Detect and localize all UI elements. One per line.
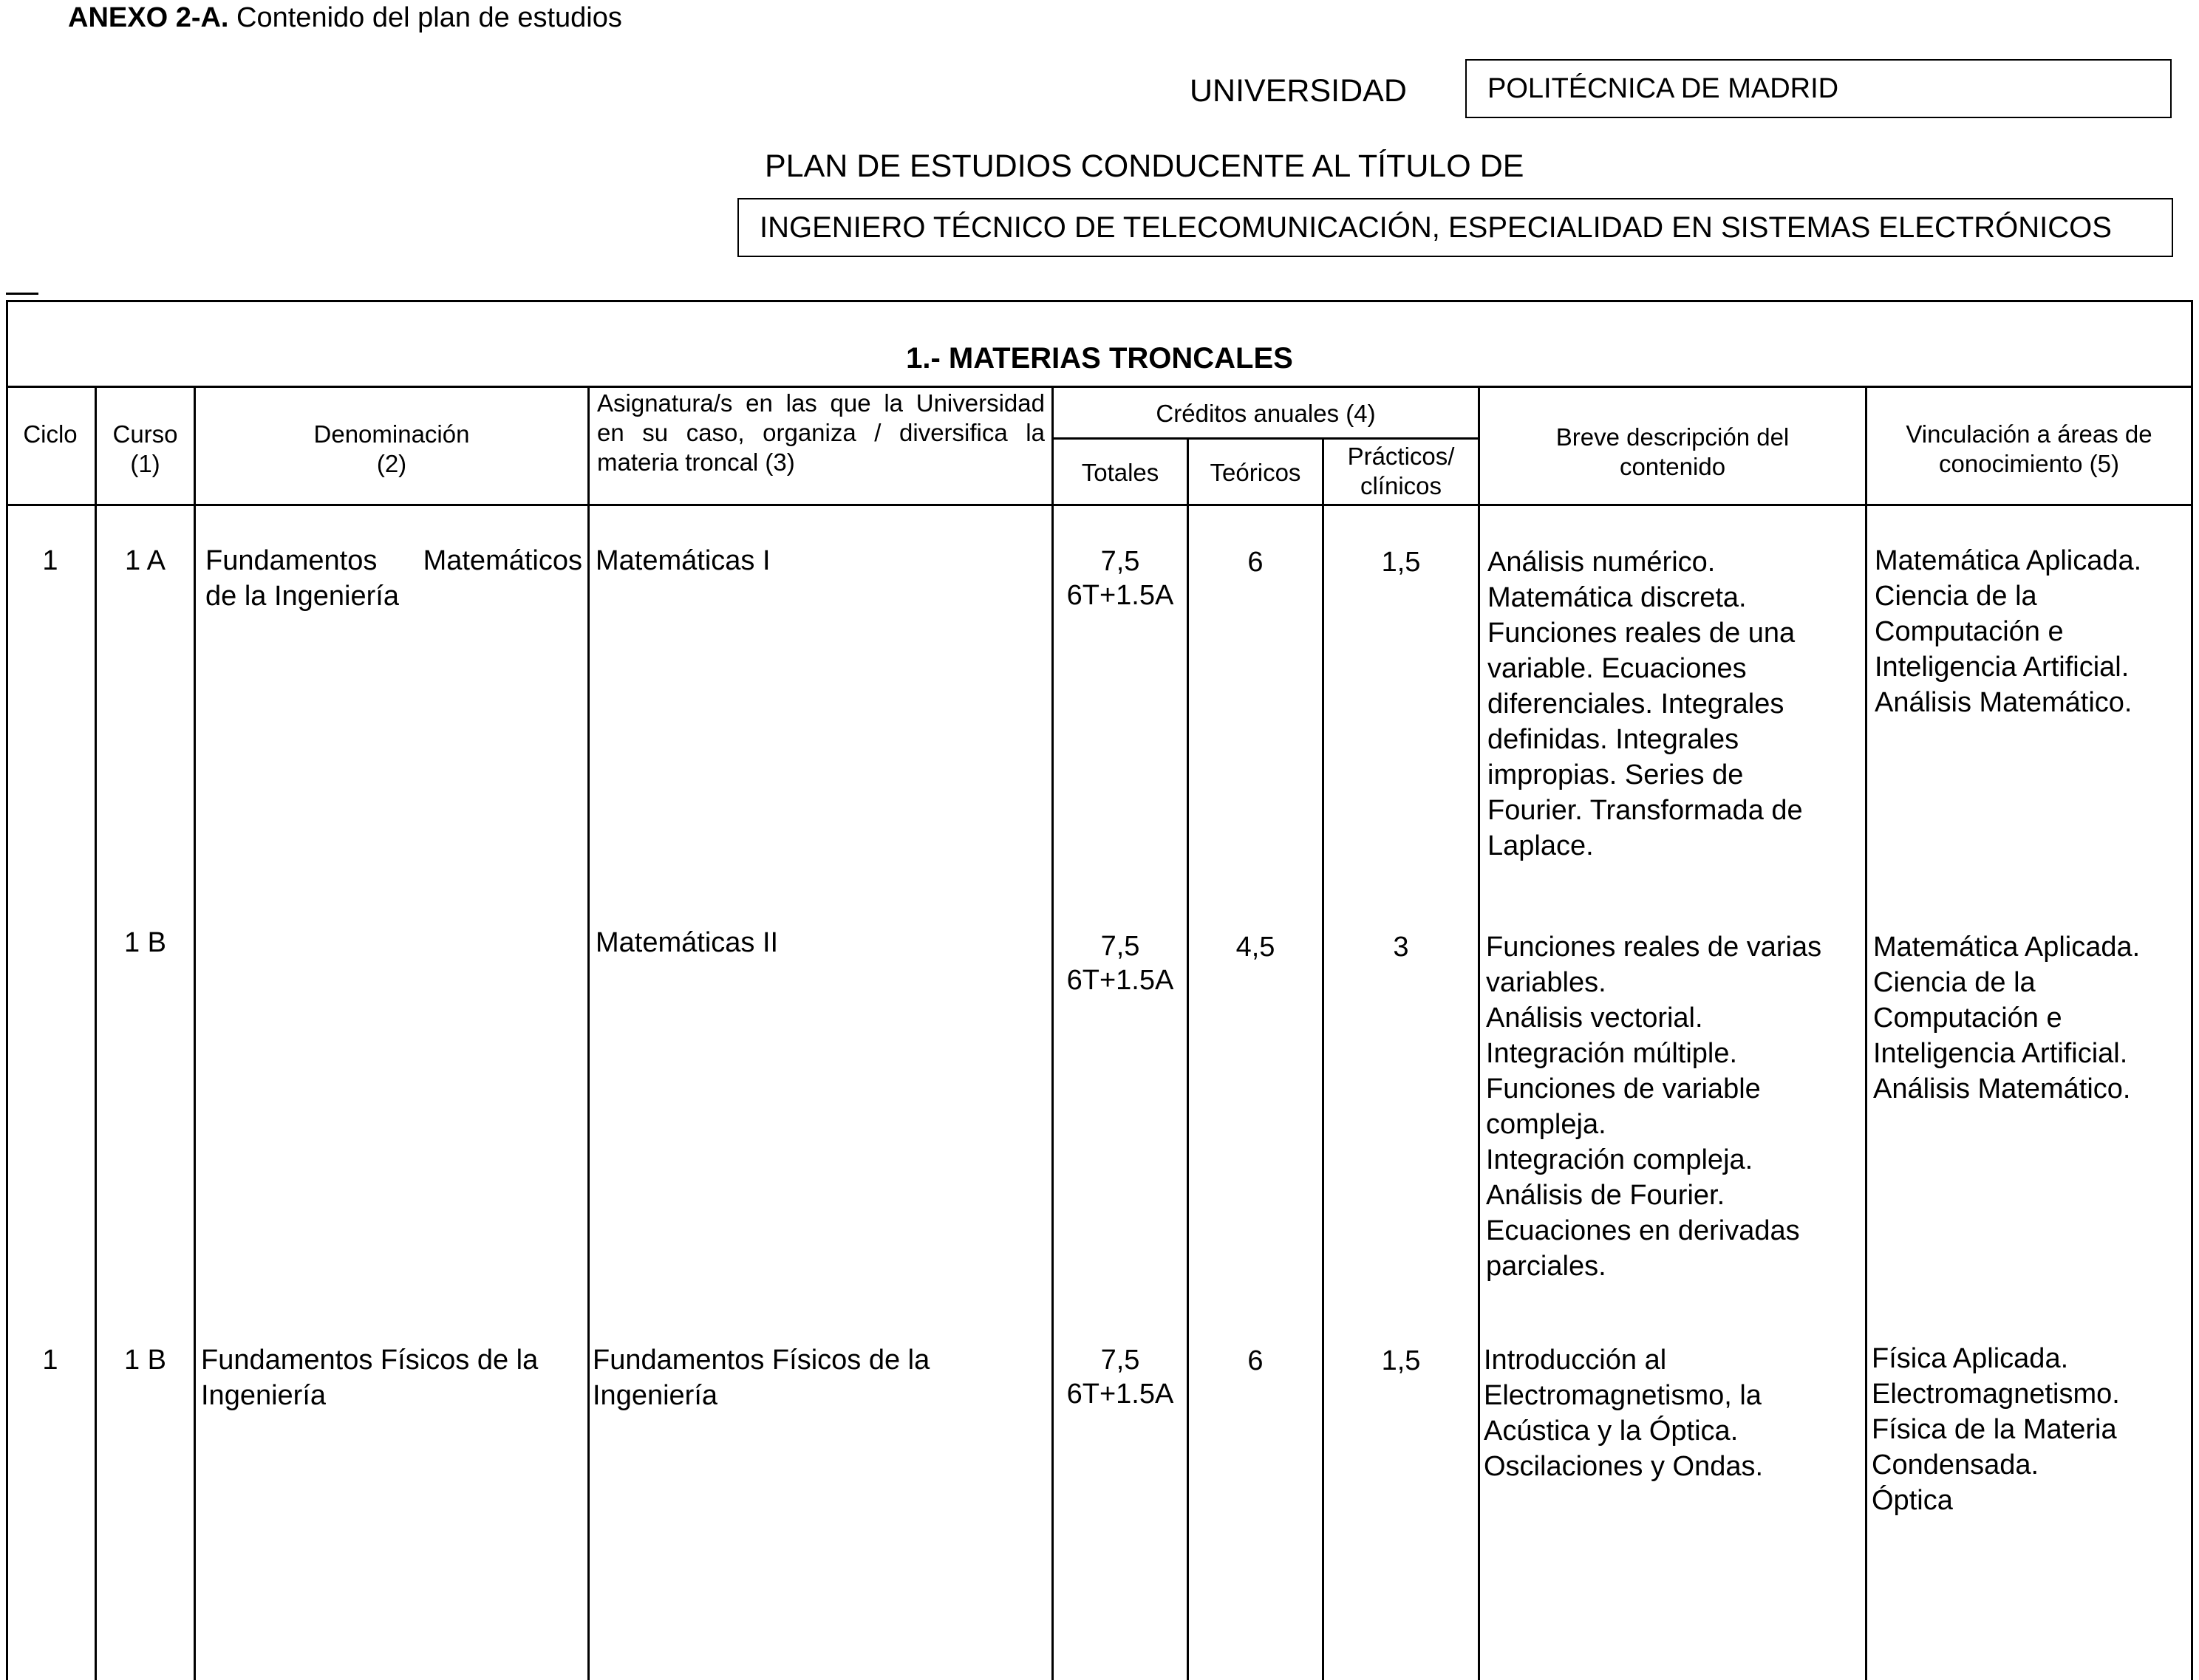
row3-denominacion-line1: Fundamentos Físicos de la (201, 1345, 539, 1376)
row2-descripcion (1486, 929, 1863, 1284)
row1-areas (1875, 543, 2191, 720)
row2-descripcion-line: Ecuaciones en derivadas (1486, 1215, 1800, 1246)
header-practicos-line1: Prácticos/ (1347, 443, 1455, 470)
row3-area-line: Condensada. (1872, 1449, 2039, 1481)
row1-teoricos: 6 (1247, 547, 1264, 578)
table-corner-mark (6, 293, 38, 295)
header-curso-label: Curso (112, 420, 178, 448)
row2-curso: 1 B (123, 927, 167, 958)
row3-area-line: Física de la Materia (1872, 1414, 2117, 1445)
col-divider-totales (1187, 437, 1189, 1680)
row3-asignatura-line1: Fundamentos Físicos de la (593, 1345, 930, 1376)
row2-descripcion-line: variables. (1486, 967, 1606, 998)
col-divider-descripcion (1865, 386, 1867, 1680)
col-divider-denominacion (587, 386, 590, 1680)
row3-area-line: Óptica (1872, 1485, 1953, 1516)
row2-area-line: Ciencia de la (1873, 967, 2036, 998)
row1-totales-breakdown: 6T+1.5A (1066, 580, 1174, 611)
header-creditos: Créditos anuales (4) (1156, 400, 1376, 427)
header-denominacion-note: (2) (376, 450, 407, 477)
row2-area-line: Análisis Matemático. (1873, 1073, 2131, 1104)
row1-descripcion (1487, 544, 1861, 864)
header-descripcion-line2: contenido (1619, 453, 1726, 480)
row1-area-line: Computación e (1875, 616, 2064, 647)
row1-totales-value: 7,5 (1100, 546, 1140, 577)
row3-denominacion (201, 1342, 582, 1413)
plan-label: PLAN DE ESTUDIOS CONDUCENTE AL TÍTULO DE (765, 148, 1524, 184)
row2-descripcion-line: Funciones reales de varias (1486, 932, 1822, 963)
row3-asignatura-line2: Ingeniería (593, 1380, 718, 1411)
row2-practicos: 3 (1393, 932, 1409, 963)
row3-totales (1054, 1343, 1187, 1411)
col-divider-teoricos (1322, 437, 1324, 1680)
annex-heading (68, 1, 622, 34)
row3-descripcion-line: Acústica y la Óptica. (1484, 1416, 1739, 1447)
row2-descripcion-line: compleja. (1486, 1109, 1606, 1140)
row3-descripcion-line: Introducción al (1484, 1345, 1667, 1376)
row3-curso: 1 B (123, 1345, 167, 1376)
row3-descripcion-line: Electromagnetismo, la (1484, 1380, 1762, 1411)
row1-practicos: 1,5 (1381, 547, 1421, 578)
row3-areas (1872, 1341, 2191, 1518)
row3-totales-breakdown: 6T+1.5A (1066, 1379, 1174, 1410)
header-curso-note: (1) (130, 450, 160, 477)
row2-teoricos: 4,5 (1235, 932, 1275, 963)
row2-descripcion-line: Integración compleja. (1486, 1144, 1753, 1175)
row3-teoricos: 6 (1247, 1345, 1264, 1376)
row3-area-line: Electromagnetismo. (1872, 1379, 2120, 1410)
row3-area-line: Física Aplicada. (1872, 1343, 2069, 1374)
row3-ciclo: 1 (42, 1345, 58, 1376)
row1-area-line: Ciencia de la (1875, 581, 2037, 612)
row1-denominacion-line1: Fundamentos Matemáticos (205, 545, 582, 576)
row1-descripcion-line: Fourier. Transformada de (1487, 795, 1803, 826)
header-totales: Totales (1081, 459, 1159, 486)
row2-descripcion-line: Funciones de variable (1486, 1073, 1761, 1104)
row1-totales (1054, 544, 1187, 612)
col-divider-practicos (1478, 386, 1480, 1680)
row1-descripcion-line: impropias. Series de (1487, 759, 1744, 791)
row2-totales-breakdown: 6T+1.5A (1066, 965, 1174, 996)
header-denominacion (196, 420, 587, 479)
header-descripcion-line1: Breve descripción del (1555, 423, 1790, 451)
section-title: 1.- MATERIAS TRONCALES (906, 342, 1293, 375)
row1-descripcion-line: Laplace. (1487, 830, 1594, 861)
header-areas-line2: conocimiento (5) (1939, 450, 2119, 477)
row1-area-line: Inteligencia Artificial. (1875, 652, 2130, 683)
row1-descripcion-line: Matemática discreta. (1487, 582, 1747, 613)
row1-asignatura: Matemáticas I (596, 545, 771, 576)
annex-description: Contenido del plan de estudios (228, 2, 622, 33)
university-label: UNIVERSIDAD (1190, 73, 1407, 109)
row3-totales-value: 7,5 (1100, 1345, 1140, 1376)
credits-sub-rule (1051, 437, 1479, 440)
header-practicos-line2: clínicos (1360, 472, 1442, 499)
row2-asignatura: Matemáticas II (596, 927, 779, 958)
header-teoricos: Teóricos (1210, 459, 1301, 486)
row2-descripcion-line: parciales. (1486, 1251, 1606, 1282)
header-areas-line1: Vinculación a áreas de (1906, 420, 2152, 448)
row3-practicos: 1,5 (1381, 1345, 1421, 1376)
header-practicos (1324, 442, 1478, 501)
row1-area-line: Matemática Aplicada. (1875, 545, 2142, 576)
annex-label: ANEXO 2-A. (68, 2, 229, 33)
row3-descripcion-line: Oscilaciones y Ondas. (1484, 1451, 1764, 1482)
row1-denominacion-line2: de la Ingeniería (205, 581, 399, 612)
row1-descripcion-line: diferenciales. Integrales (1487, 689, 1784, 720)
row2-area-line: Computación e (1873, 1003, 2062, 1034)
col-divider-ciclo (95, 386, 97, 1680)
row2-totales (1054, 929, 1187, 997)
row1-denominacion (205, 543, 582, 614)
row2-descripcion-line: Análisis vectorial. (1486, 1003, 1703, 1034)
row2-area-line: Matemática Aplicada. (1873, 932, 2141, 963)
row1-descripcion-line: definidas. Integrales (1487, 724, 1739, 755)
degree-title-box: INGENIERO TÉCNICO DE TELECOMUNICACIÓN, ESPECIALIDAD EN SISTEMAS ELECTRÓNICOS (737, 198, 2173, 257)
row1-descripcion-line: Análisis numérico. (1487, 547, 1716, 578)
row3-descripcion (1484, 1342, 1862, 1484)
row2-descripcion-line: Análisis de Fourier. (1486, 1180, 1725, 1211)
row2-descripcion-line: Integración múltiple. (1486, 1038, 1738, 1069)
row1-descripcion-line: Funciones reales de una (1487, 618, 1796, 649)
university-name-box: POLITÉCNICA DE MADRID (1465, 59, 2172, 118)
header-descripcion (1480, 423, 1865, 482)
header-denominacion-label: Denominación (313, 420, 470, 448)
header-curso (97, 420, 194, 479)
row1-ciclo: 1 (42, 545, 58, 576)
row3-denominacion-line2: Ingeniería (201, 1380, 327, 1411)
header-asignatura: Asignatura/s en las que la Universidad en su caso, organiza / diversifica la materia troncal (3) (597, 389, 1045, 476)
row1-curso: 1 A (125, 545, 166, 576)
row2-areas (1873, 929, 2191, 1107)
header-ciclo: Ciclo (23, 420, 78, 448)
row2-totales-value: 7,5 (1100, 931, 1140, 962)
row1-area-line: Análisis Matemático. (1875, 687, 2132, 718)
col-divider-curso (194, 386, 196, 1680)
row1-descripcion-line: variable. Ecuaciones (1487, 653, 1747, 684)
header-areas (1867, 420, 2191, 479)
row3-asignatura (593, 1342, 1043, 1413)
row2-area-line: Inteligencia Artificial. (1873, 1038, 2128, 1069)
